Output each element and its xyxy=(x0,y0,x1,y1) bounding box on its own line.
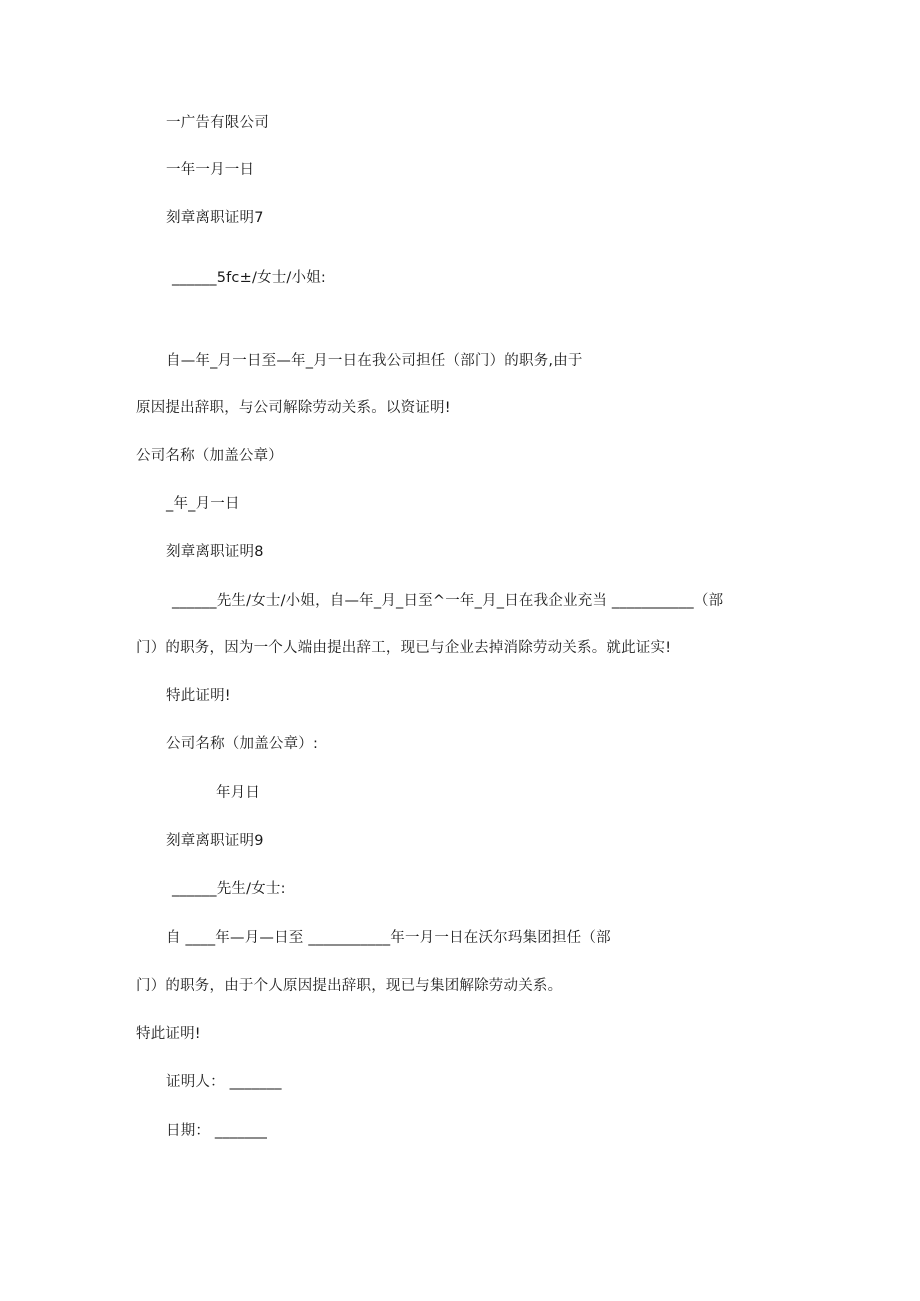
body-line-8b: 门）的职务，因为一个人端由提出辞工，现已与企业去掉消除劳动关系。就此证实! xyxy=(136,640,672,656)
company-name-line: 一广告有限公司 xyxy=(166,115,269,131)
section-title-7: 刻章离职证明7 xyxy=(166,210,264,226)
salutation-line-7: ______5fc±/女士/小姐: xyxy=(172,270,327,286)
witness-line: 证明人： _______ xyxy=(166,1074,282,1090)
date-line-7: _年_月一日 xyxy=(166,496,240,512)
closing-line-8: 特此证明! xyxy=(166,688,231,704)
body-line-9b: 门）的职务，由于个人原因提出辞职，现已与集团解除劳动关系。 xyxy=(136,978,563,994)
salutation-line-9: ______先生/女士: xyxy=(172,881,286,897)
date-line: 一年一月一日 xyxy=(166,162,255,178)
company-seal-line-7: 公司名称（加盖公章） xyxy=(136,448,283,464)
body-line-8a: ______先生/女士/小姐，自—年_月_日至^一年_月_日在我企业充当 ___________（部 xyxy=(172,593,724,609)
section-title-9: 刻章离职证明9 xyxy=(166,833,264,849)
body-line-7a: 自—年_月一日至—年_月一日在我公司担任（部门）的职务,由于 xyxy=(166,353,583,369)
closing-line-9: 特此证明! xyxy=(136,1026,201,1042)
date-field-line: 日期： _______ xyxy=(166,1123,268,1139)
date-line-8: 年月日 xyxy=(216,785,261,801)
company-seal-line-8: 公司名称（加盖公章）: xyxy=(166,736,319,752)
section-title-8: 刻章离职证明8 xyxy=(166,544,264,560)
body-line-9a: 自 ____年—月—日至 ___________年一月一日在沃尔玛集团担任（部 xyxy=(166,930,611,946)
body-line-7b: 原因提出辞职，与公司解除劳动关系。以资证明! xyxy=(136,400,451,416)
